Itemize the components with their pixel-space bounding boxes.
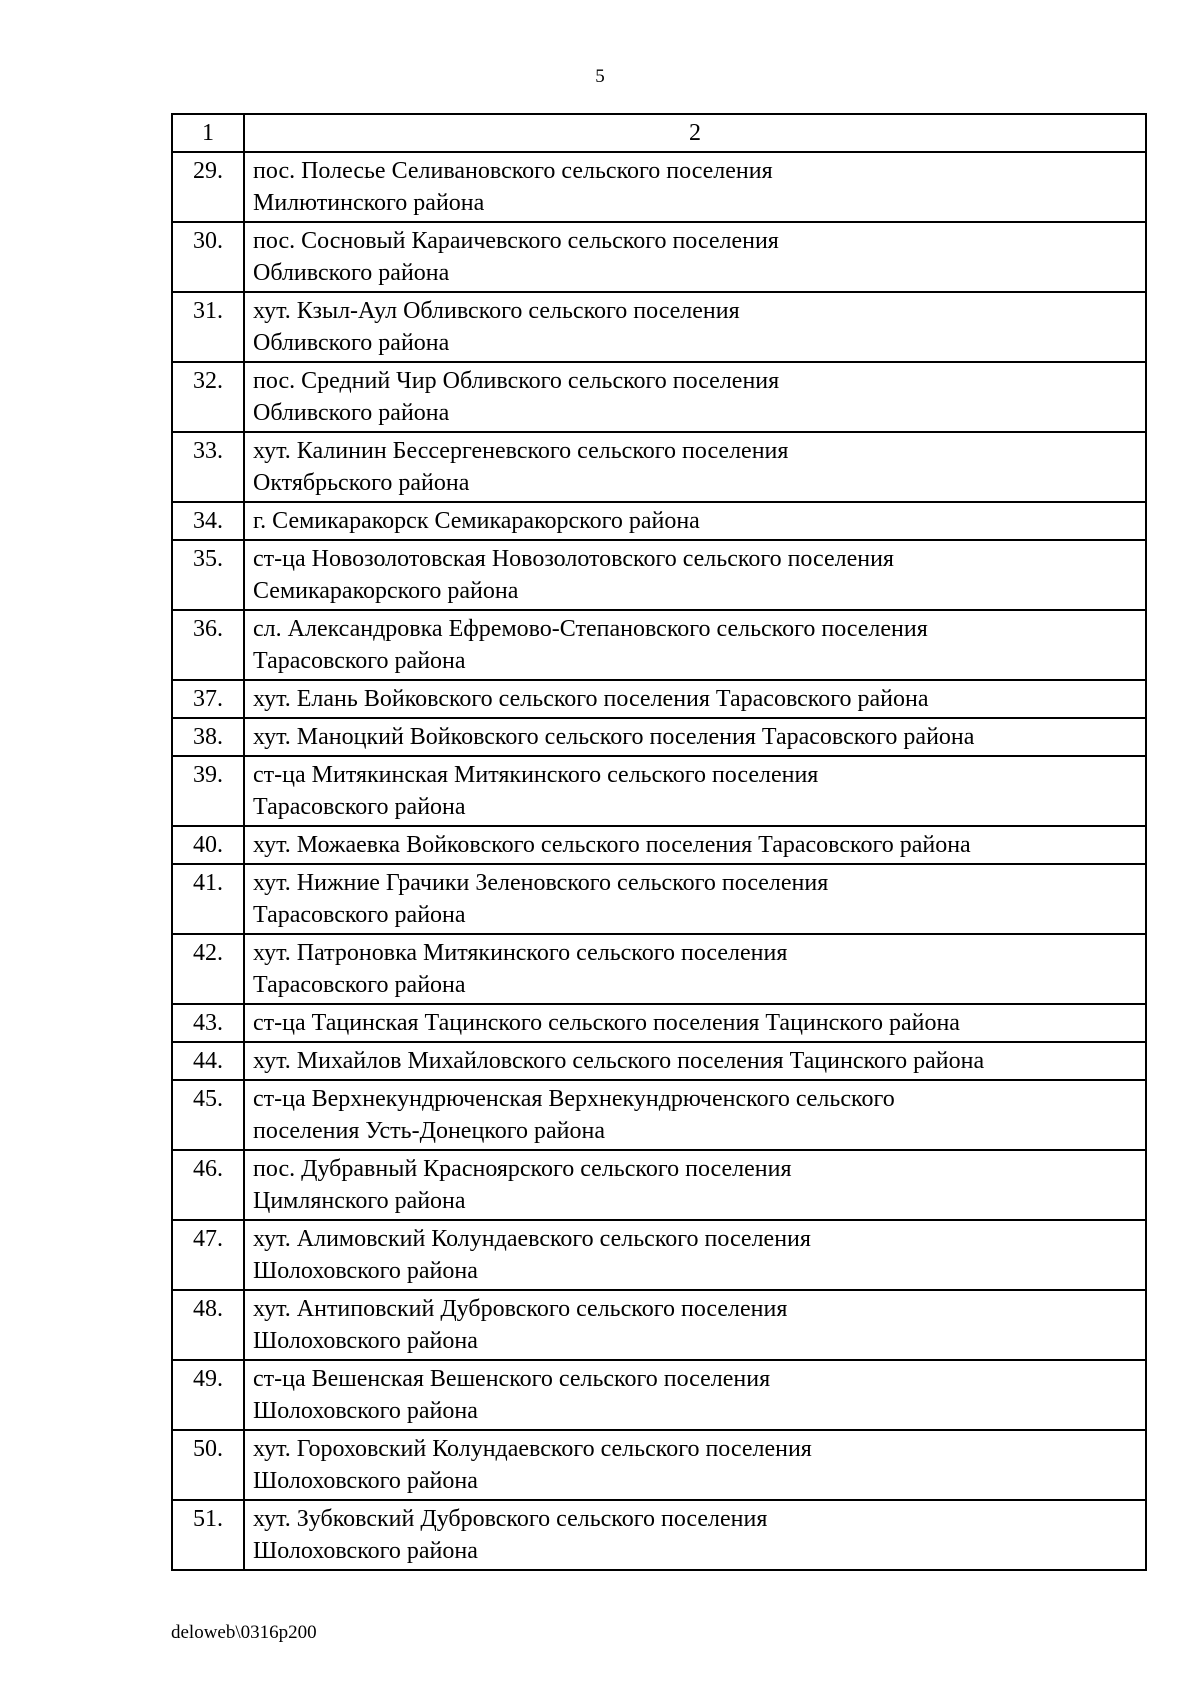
table-row [172,1150,1146,1220]
settlement-name-line: Обливского района [253,260,450,286]
settlement-name-line: ст-ца Новозолотовская Новозолотовского сельского поселения [253,546,894,572]
settlement-name-line: хут. Кзыл-Аул Обливского сельского поселения [253,298,740,324]
settlement-name [244,1150,1146,1220]
settlement-name-line: Октябрьского района [253,470,470,496]
table-row [172,1500,1146,1570]
table-row [172,432,1146,502]
table-row [172,362,1146,432]
settlement-name [244,1290,1146,1360]
settlement-name-line: хут. Патроновка Митякинского сельского поселения [253,940,788,966]
settlement-name-line: Семикаракорского района [253,578,519,604]
settlement-name-line: Обливского района [253,400,450,426]
settlement-name-line: Тарасовского района [253,794,466,820]
settlement-name-line: ст-ца Вешенская Вешенского сельского поселения [253,1366,771,1392]
settlement-name [244,680,1146,718]
settlement-name-line: хут. Зубковский Дубровского сельского поселения [253,1506,768,1532]
table-row [172,718,1146,756]
settlement-name-line: хут. Нижние Грачики Зеленовского сельского поселения [253,870,829,896]
row-number: 30. [172,222,244,292]
settlement-name [244,1360,1146,1430]
row-number: 46. [172,1150,244,1220]
table-row [172,222,1146,292]
settlement-name-line: хут. Калинин Бессергеневского сельского поселения [253,438,789,464]
row-number: 33. [172,432,244,502]
row-number: 45. [172,1080,244,1150]
table-row [172,756,1146,826]
row-number: 49. [172,1360,244,1430]
table-row [172,864,1146,934]
column-header-name: 2 [244,114,1146,152]
settlement-name [244,362,1146,432]
row-number: 51. [172,1500,244,1570]
row-number: 29. [172,152,244,222]
settlement-name-line: Тарасовского района [253,648,466,674]
table-row [172,1430,1146,1500]
settlements-table [171,113,1147,1571]
table-row [172,540,1146,610]
table-row [172,152,1146,222]
table-row [172,1290,1146,1360]
settlement-name-line: Обливского района [253,330,450,356]
column-header-number: 1 [172,114,244,152]
settlement-name [244,292,1146,362]
table-row [172,610,1146,680]
table-row [172,1360,1146,1430]
row-number: 47. [172,1220,244,1290]
table-row [172,1220,1146,1290]
row-number: 42. [172,934,244,1004]
settlement-name-line: хут. Антиповский Дубровского сельского поселения [253,1296,788,1322]
settlement-name-line: пос. Дубравный Красноярского сельского поселения [253,1156,792,1182]
settlement-name-line: Тарасовского района [253,902,466,928]
table-row [172,826,1146,864]
settlement-name [244,1500,1146,1570]
settlement-name [244,1430,1146,1500]
settlement-name [244,432,1146,502]
row-number: 39. [172,756,244,826]
settlement-name [244,826,1146,864]
settlement-name-line: поселения Усть-Донецкого района [253,1118,605,1144]
settlement-name-line: пос. Сосновый Караичевского сельского поселения [253,228,779,254]
settlement-name [244,1004,1146,1042]
settlement-name [244,864,1146,934]
settlement-name-line: ст-ца Тацинская Тацинского сельского поселения Тацинского района [253,1010,960,1036]
settlement-name-line: хут. Михайлов Михайловского сельского поселения Тацинского района [253,1048,985,1074]
table-body [172,152,1146,1570]
settlement-name [244,934,1146,1004]
table-row [172,502,1146,540]
page-number: 5 [595,66,605,87]
table-row [172,1080,1146,1150]
settlement-name-line: ст-ца Верхнекундрюченская Верхнекундрюченского сельского [253,1086,895,1112]
settlement-name [244,756,1146,826]
row-number: 41. [172,864,244,934]
row-number: 35. [172,540,244,610]
row-number: 40. [172,826,244,864]
settlement-name-line: хут. Можаевка Войковского сельского поселения Тарасовского района [253,832,971,858]
settlement-name [244,610,1146,680]
row-number: 43. [172,1004,244,1042]
settlement-name-line: Шолоховского района [253,1468,478,1494]
row-number: 44. [172,1042,244,1080]
row-number: 50. [172,1430,244,1500]
settlement-name-line: хут. Гороховский Колундаевского сельского поселения [253,1436,812,1462]
table-row [172,680,1146,718]
settlement-name-line: хут. Елань Войковского сельского поселения Тарасовского района [253,686,929,712]
settlement-name [244,1220,1146,1290]
table-header-row [172,114,1146,152]
settlement-name-line: Милютинского района [253,190,485,216]
document-code: deloweb\0316p200 [171,1622,317,1643]
settlement-name-line: Шолоховского района [253,1538,478,1564]
settlement-name-line: Цимлянского района [253,1188,466,1214]
settlement-name-line: Шолоховского района [253,1398,478,1424]
row-number: 32. [172,362,244,432]
settlement-name [244,540,1146,610]
settlement-name-line: г. Семикаракорск Семикаракорского района [253,508,700,534]
settlement-name-line: хут. Алимовский Колундаевского сельского поселения [253,1226,811,1252]
settlement-name-line: Шолоховского района [253,1258,478,1284]
row-number: 36. [172,610,244,680]
settlement-name-line: сл. Александровка Ефремово-Степановского сельского поселения [253,616,928,642]
settlement-name [244,1080,1146,1150]
table-row [172,292,1146,362]
settlement-name [244,152,1146,222]
table-row [172,934,1146,1004]
table-row [172,1042,1146,1080]
settlement-name-line: пос. Полесье Селивановского сельского поселения [253,158,773,184]
settlement-name-line: ст-ца Митякинская Митякинского сельского поселения [253,762,819,788]
row-number: 34. [172,502,244,540]
settlement-name-line: Шолоховского района [253,1328,478,1354]
settlement-name [244,1042,1146,1080]
settlement-name-line: пос. Средний Чир Обливского сельского поселения [253,368,780,394]
row-number: 37. [172,680,244,718]
settlement-name [244,718,1146,756]
row-number: 31. [172,292,244,362]
settlement-name-line: хут. Маноцкий Войковского сельского поселения Тарасовского района [253,724,975,750]
row-number: 38. [172,718,244,756]
table-row [172,1004,1146,1042]
row-number: 48. [172,1290,244,1360]
settlement-name [244,222,1146,292]
settlement-name [244,502,1146,540]
settlement-name-line: Тарасовского района [253,972,466,998]
